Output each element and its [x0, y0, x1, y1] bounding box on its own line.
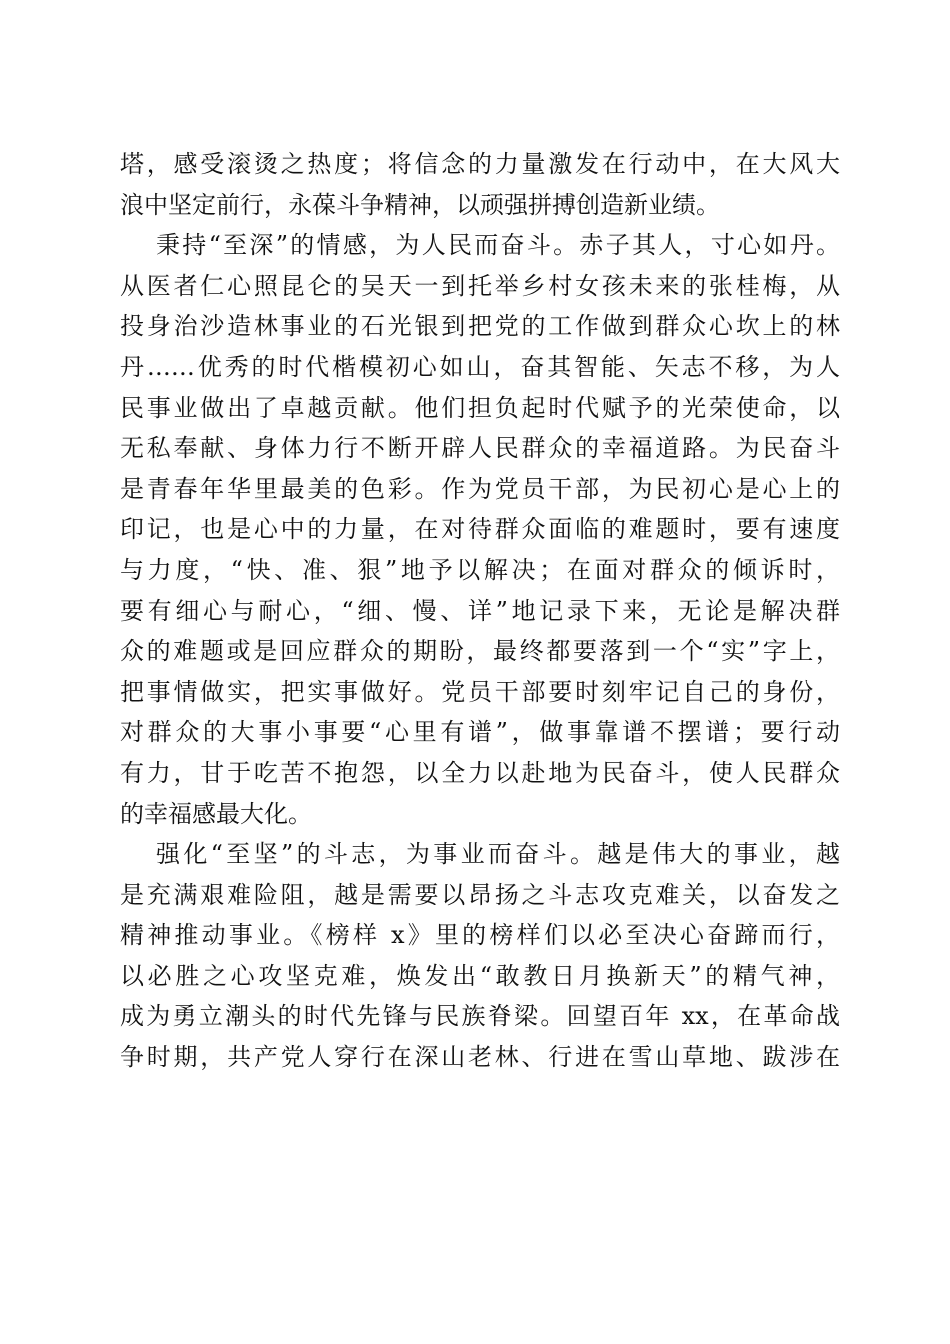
text-line: 塔，感受滚烫之热度；将信念的力量激发在行动中，在大风大 — [120, 150, 840, 178]
text-line: 要有细心与耐心，“细、慢、详”地记录下来，无论是解决群 — [120, 596, 840, 625]
text-line: 印记，也是心中的力量，在对待群众面临的难题时，要有速度 — [120, 515, 840, 544]
text-line: 投身治沙造林事业的石光银到把党的工作做到群众心坎上的林 — [120, 312, 840, 341]
text-line: 民事业做出了卓越贡献。他们担负起时代赋予的光荣使命，以 — [120, 393, 840, 422]
text-line: 对群众的大事小事要“心里有谱”，做事靠谱不摆谱；要行动 — [120, 718, 840, 747]
text-line: 争时期，共产党人穿行在深山老林、行进在雪山草地、跋涉在 — [120, 1043, 840, 1072]
text-line: 无私奉献、身体力行不断开辟人民群众的幸福道路。为民奋斗 — [120, 434, 840, 463]
text-line: 与力度，“快、准、狠”地予以解决；在面对群众的倾诉时， — [120, 555, 840, 584]
text-line: 是充满艰难险阻，越是需要以昂扬之斗志攻克难关，以奋发之 — [120, 880, 840, 909]
text-line: 的幸福感最大化。 — [120, 799, 312, 828]
text-line: 从医者仁心照昆仑的吴天一到托举乡村女孩未来的张桂梅，从 — [120, 271, 840, 300]
text-line: 精神推动事业。《榜样 x》里的榜样们以必至决心奋蹄而行， — [120, 921, 840, 950]
text-line: 丹……优秀的时代楷模初心如山，奋其智能、矢志不移，为人 — [120, 352, 840, 381]
text-line: 是青春年华里最美的色彩。作为党员干部，为民初心是心上的 — [120, 474, 840, 503]
text-line: 浪中坚定前行，永葆斗争精神，以顽强拼搏创造新业绩。 — [120, 190, 720, 219]
text-line: 成为勇立潮头的时代先锋与民族脊梁。回望百年 xx，在革命战 — [120, 1002, 840, 1031]
body-text — [120, 144, 840, 1078]
text-line: 有力，甘于吃苦不抱怨，以全力以赴地为民奋斗，使人民群众 — [120, 758, 840, 787]
text-line: 以必胜之心攻坚克难，焕发出“敢教日月换新天”的精气神， — [120, 961, 840, 990]
text-line: 把事情做实，把实事做好。党员干部要时刻牢记自己的身份， — [120, 677, 840, 706]
paragraph-start-line: 秉持“至深”的情感，为人民而奋斗。赤子其人，寸心如丹。 — [156, 231, 840, 260]
text-line: 众的难题或是回应群众的期盼，最终都要落到一个“实”字上， — [120, 637, 840, 666]
paragraph-start-line: 强化“至坚”的斗志，为事业而奋斗。越是伟大的事业，越 — [156, 840, 840, 869]
